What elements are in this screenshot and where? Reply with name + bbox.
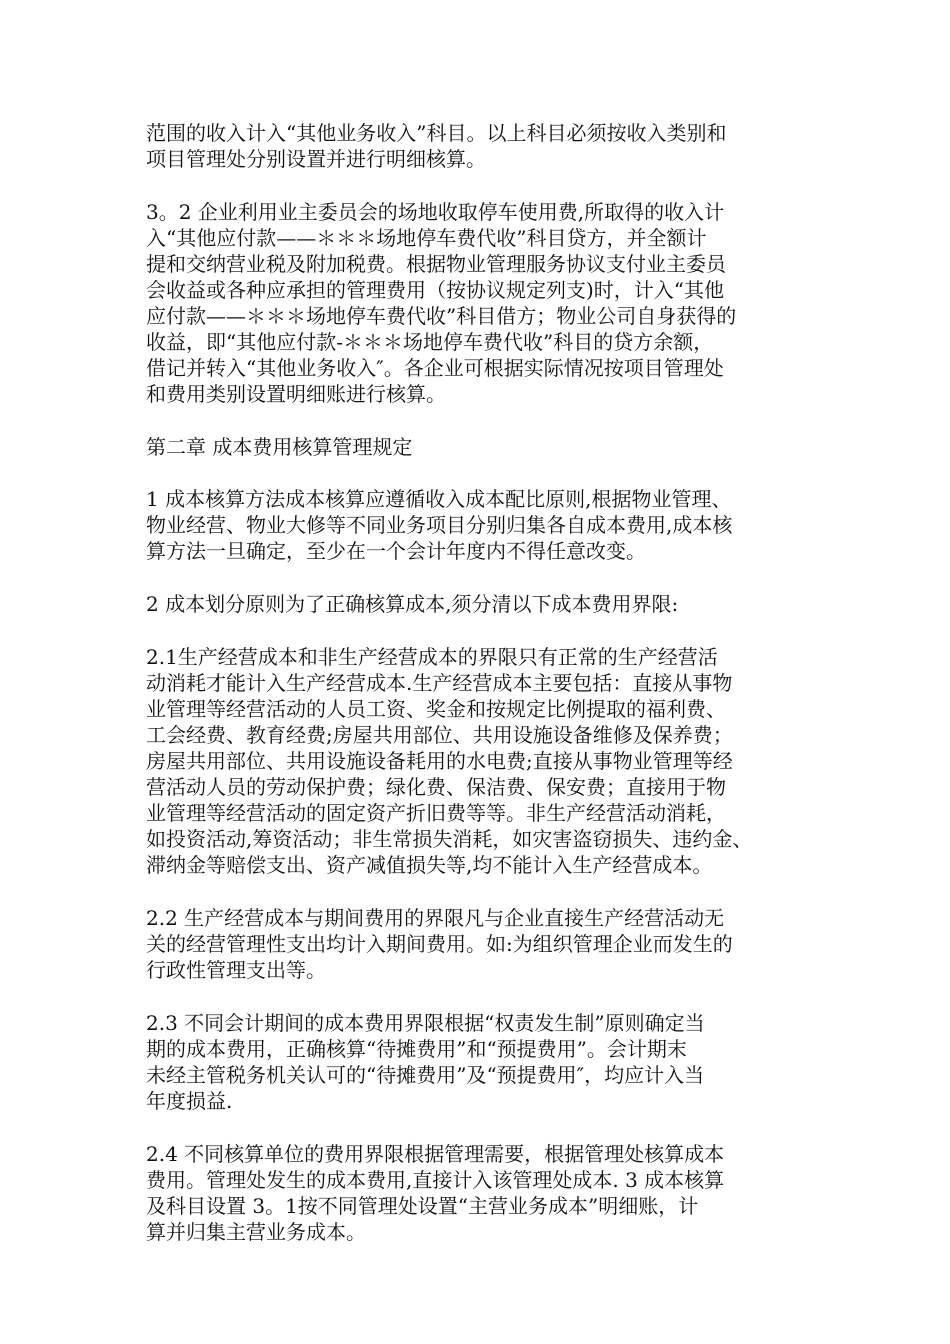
- paragraph-accounting-period: 2.3 不同会计期间的成本费用界限根据“权责发生制”原则确定当 期的成本费用，正确核算“待摊费用”和“预提费用”。会计期末 未经主管税务机关认可的“待摊费用”及“预提费用″，均应计入当 年度损益.: [146, 1011, 705, 1113]
- paragraph-period-expense: 2.2 生产经营成本与期间费用的界限凡与企业直接生产经营活动无 关的经营管理性支出均计入期间费用。如:为组织管理企业而发生的 行政性管理支出等。: [146, 906, 733, 982]
- paragraph-cost-division: 2 成本划分原则为了正确核算成本,须分清以下成本费用界限:: [146, 592, 679, 616]
- paragraph-production-cost: 2.1生产经营成本和非生产经营成本的界限只有正常的生产经营活 动消耗才能计入生产经营成本.生产经营成本主要包括：直接从事物 业管理等经营活动的人员工资、奖金和按规定比例提取的福利费、 工会经费、教育经费;房屋共用部位、共用设施设备维修及保养费； 房屋共用部位、共用设施设备耗用的水电费;直接从事物业管理等经 营活动人员的劳动保护费；绿化费、保洁费、保安费；直接用于物 业管理等经营活动的固定资产折旧费等等。非生产经营活动消耗， 如投资活动,筹资活动；非生常损失消耗，如灾害盗窃损失、违约金、 滞纳金等赔偿支出、资产减值损失等,均不能计入生产经营成本。: [146, 645, 753, 877]
- chapter-heading: 第二章 成本费用核算管理规定: [146, 435, 413, 459]
- paragraph-cost-method: 1 成本核算方法成本核算应遵循收入成本配比原则,根据物业管理、 物业经营、物业大修等不同业务项目分别归集各自成本费用,成本核 算方法一旦确定，至少在一个会计年度内不得任意改变。: [146, 487, 733, 563]
- paragraph-accounting-unit: 2.4 不同核算单位的费用界限根据管理需要，根据管理处核算成本 费用。管理处发生的成本费用,直接计入该管理处成本. 3 成本核算 及科目设置 3。1按不同管理处设置“主营业务成本”明细账，计 算并归集主营业务成本。: [146, 1142, 725, 1244]
- document-page: [146, 120, 822, 1272]
- paragraph-income-subject: 范围的收入计入“其他业务收入”科目。以上科目必须按收入类别和 项目管理处分别设置并进行明细核算。: [146, 121, 727, 171]
- paragraph-parking-fee: 3。2 企业利用业主委员会的场地收取停车使用费,所取得的收入计 入“其他应付款——＊＊＊场地停车费代收”科目贷方，并全额计 提和交纳营业税及附加税费。根据物业管理服务协议支付业主委员 会收益或各种应承担的管理费用（按协议规定列支)时，计入“其他 应付款——＊＊＊场地停车费代收”科目借方；物业公司自身获得的 收益，即“其他应付款-＊＊＊场地停车费代收”科目的贷方余额， 借记并转入“其他业务收入″。各企业可根据实际情况按项目管理处 和费用类别设置明细账进行核算。: [146, 200, 737, 406]
